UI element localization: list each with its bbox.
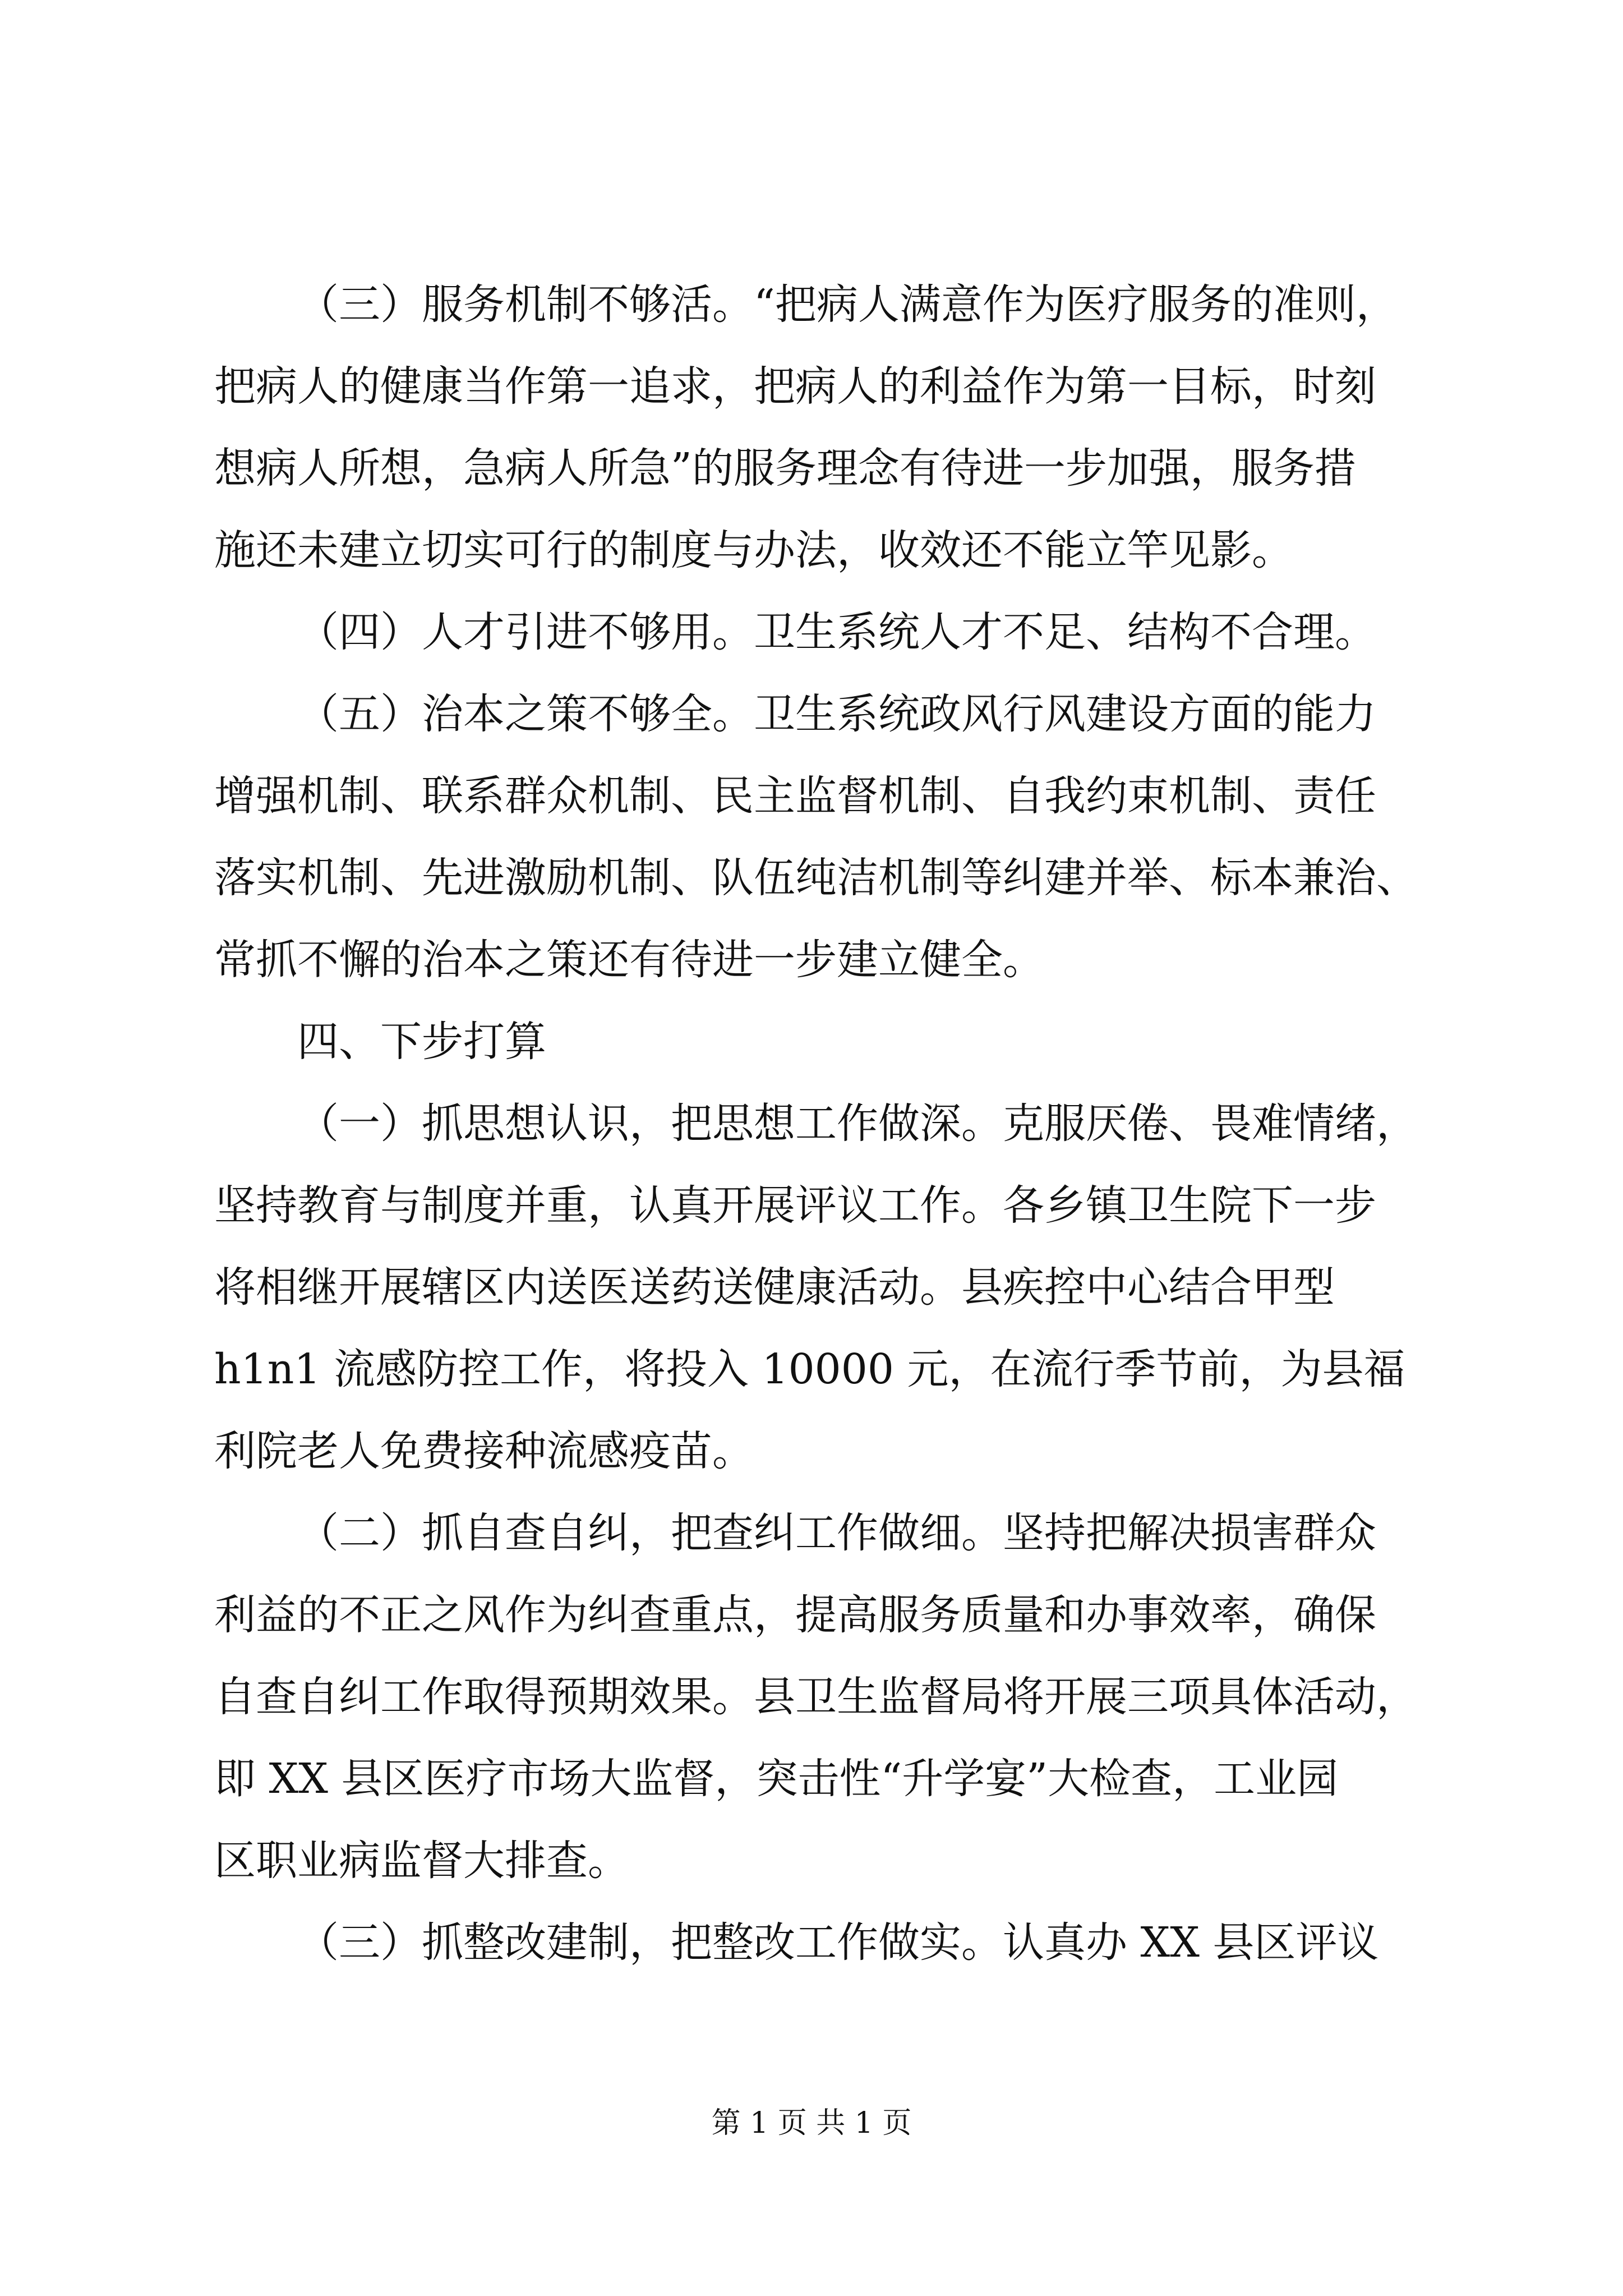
- text-line: 把病人的健康当作第一追求，把病人的利益作为第一目标，时刻: [214, 362, 1376, 411]
- text-line: 施还未建立切实可行的制度与办法，收效还不能立竿见影。: [214, 526, 1293, 574]
- page-footer: [0, 2101, 1623, 2146]
- text-line: 即 XX 县区医疗市场大监督，突击性“升学宴”大检查，工业园: [214, 1755, 1339, 1803]
- text-line: 坚持教育与制度并重，认真开展评议工作。各乡镇卫生院下一步: [214, 1181, 1376, 1230]
- section-heading: 四、下步打算: [297, 1018, 546, 1066]
- text-line: 利院老人免费接种流感疫苗。: [214, 1427, 754, 1475]
- text-line: （二）抓自查自纠，把查纠工作做细。坚持把解决损害群众: [297, 1509, 1376, 1557]
- document-body: [214, 264, 1426, 1984]
- page-number-label: 第 1 页 共 1 页: [711, 2106, 912, 2140]
- text-line: 增强机制、联系群众机制、民主监督机制、自我约束机制、责任: [214, 772, 1376, 820]
- text-line: 利益的不正之风作为纠查重点，提高服务质量和办事效率，确保: [214, 1591, 1376, 1639]
- text-line: （三）服务机制不够活。“把病人满意作为医疗服务的准则，: [297, 280, 1398, 329]
- text-line: 想病人所想，急病人所急”的服务理念有待进一步加强，服务措: [214, 444, 1356, 493]
- text-line: （三）抓整改建制，把整改工作做实。认真办 XX 县区评议: [297, 1918, 1379, 1967]
- text-line: 将相继开展辖区内送医送药送健康活动。县疾控中心结合甲型: [214, 1263, 1335, 1312]
- text-line: （四）人才引进不够用。卫生系统人才不足、结构不合理。: [297, 608, 1376, 656]
- text-line: （五）治本之策不够全。卫生系统政风行风建设方面的能力: [297, 690, 1376, 738]
- text-line: 常抓不懈的治本之策还有待进一步建立健全。: [214, 936, 1044, 984]
- text-line: （一）抓思想认识，把思想工作做深。克服厌倦、畏难情绪，: [297, 1099, 1418, 1148]
- text-line: 区职业病监督大排查。: [214, 1837, 629, 1885]
- text-line: 落实机制、先进激励机制、队伍纯洁机制等纠建并举、标本兼治、: [214, 854, 1418, 902]
- text-line: 自查自纠工作取得预期效果。县卫生监督局将开展三项具体活动，: [214, 1673, 1418, 1721]
- text-line: h1n1 流感防控工作，将投入 10000 元，在流行季节前，为县福: [214, 1345, 1405, 1393]
